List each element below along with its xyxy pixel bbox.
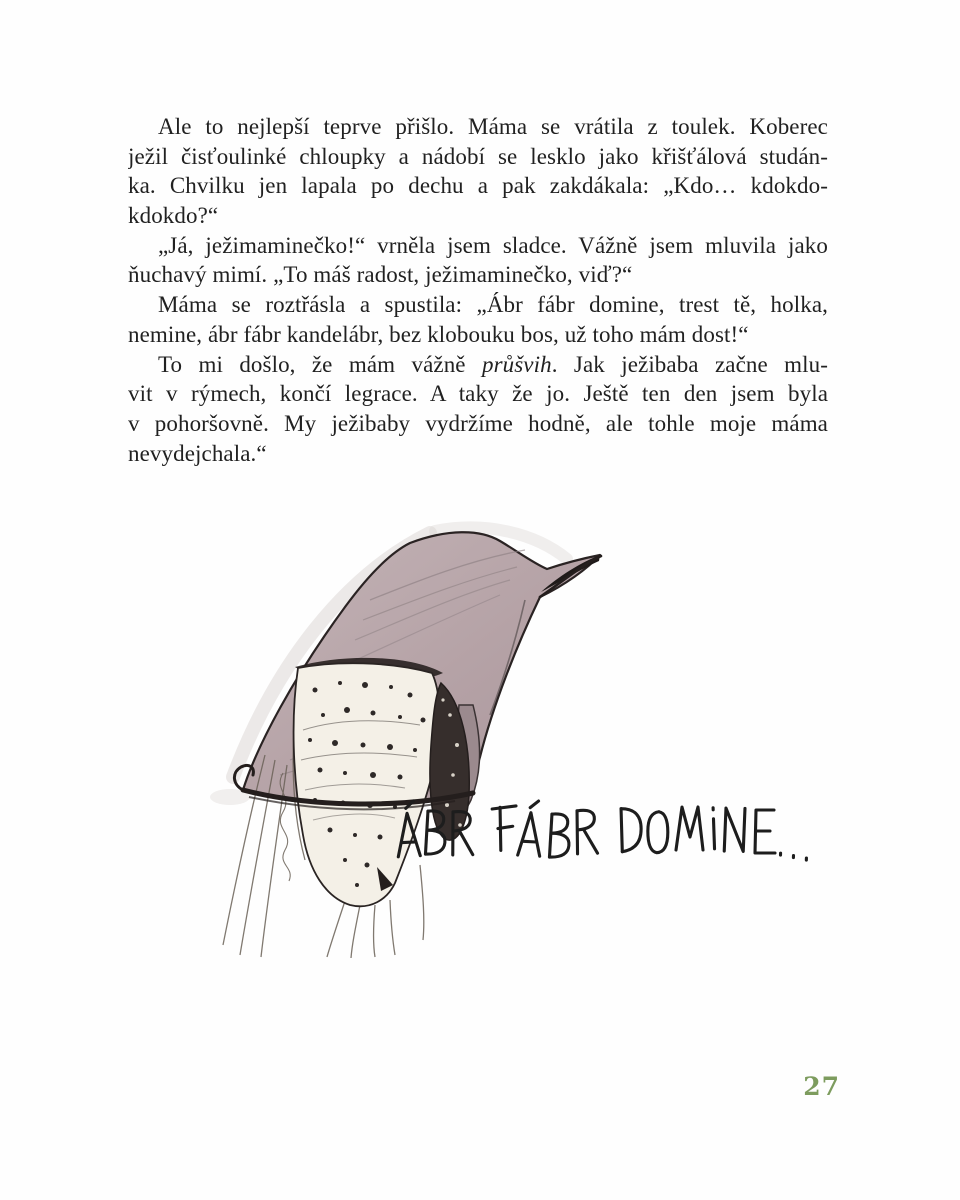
body-text [128, 112, 828, 468]
caption-letter [518, 800, 543, 856]
caption-letter [676, 807, 703, 850]
body-text-line: To mi došlo, že mám vážně průšvih. Jak ježibaba začne mlu- [158, 351, 828, 377]
body-text-line: nevydejchala.“ [128, 440, 267, 466]
illustration-caption [388, 790, 813, 880]
body-text-line: ka. Chvilku jen lapala po dechu a pak zakdákala: „Kdo… kdokdo- [128, 173, 828, 199]
caption-letter [647, 811, 669, 853]
body-text-line: Máma se roztřásla a spustila: „Ábr fábr domine, trest tě, holka, [158, 292, 828, 318]
body-text-line: nemine, ábr fábr kandelábr, bez klobouku bos, už toho mám dost!“ [128, 321, 749, 347]
caption-letter [620, 808, 642, 852]
caption-letter [425, 811, 446, 855]
body-text-line: kdokdo?“ [128, 203, 219, 229]
caption-letter [492, 806, 520, 851]
caption-letter [576, 810, 597, 854]
body-text-line: ježil čisťoulinké chloupky a nádobí se lesklo jako křišťálová studán- [128, 143, 828, 169]
caption-letter [713, 808, 714, 849]
caption-letter [549, 814, 570, 858]
caption-letter [780, 853, 806, 860]
body-text-line: v pohoršovně. My ježibaby vydržíme hodně, ale tohle moje máma [128, 410, 828, 436]
witch-hat-illustration [195, 505, 815, 965]
caption-letter [395, 801, 420, 857]
body-text-line: „Já, ježimaminečko!“ vrněla jsem sladce. Vážně jsem mluvila jako [158, 232, 828, 258]
body-text-line: vit v rýmech, končí legrace. A taky že jo. Ještě ten den jsem byla [128, 381, 828, 407]
page-number: 27 [803, 1072, 840, 1101]
caption-letter [755, 810, 775, 853]
caption-letter [452, 811, 473, 855]
body-text-line: Ale to nejlepší teprve přišlo. Máma se vrátila z toulek. Koberec [158, 114, 828, 139]
caption-letter [724, 808, 745, 851]
body-text-line: ňuchavý mimí. „To máš radost, ježimaminečko, viď?“ [128, 262, 633, 288]
